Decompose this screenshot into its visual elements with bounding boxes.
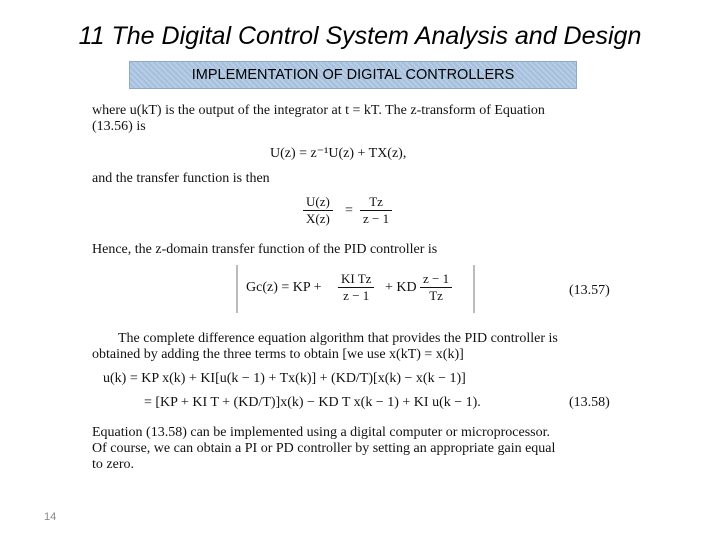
- difference-equation-line1: u(k) = KP x(k) + KI[u(k − 1) + Tx(k)] + (KD/T)[x(k) − x(k − 1)]: [103, 371, 466, 386]
- text-line: obtained by adding the three terms to obtain [we use x(kT) = x(k)]: [92, 347, 464, 362]
- text-line: Equation (13.58) can be implemented using a digital computer or microprocessor.: [92, 425, 550, 440]
- equation-uz: U(z) = z⁻¹U(z) + TX(z),: [270, 146, 407, 161]
- pid-derivative-fraction: [420, 271, 452, 304]
- text-line: The complete difference equation algorithm that provides the PID controller is: [118, 331, 558, 346]
- pid-integral-fraction: [338, 271, 374, 304]
- fraction-denominator: z − 1: [360, 210, 392, 227]
- pid-mid: + KD: [385, 280, 417, 295]
- transfer-fraction-lhs: [303, 194, 333, 227]
- fraction-numerator: z − 1: [423, 271, 450, 286]
- fraction-denominator: Tz: [420, 287, 452, 304]
- banner-label: IMPLEMENTATION OF DIGITAL CONTROLLERS: [191, 67, 515, 83]
- fraction-denominator: X(z): [303, 210, 333, 227]
- fraction-numerator: Tz: [369, 194, 383, 209]
- pid-lhs: Gc(z) = KP +: [246, 280, 322, 295]
- text-line: Of course, we can obtain a PI or PD controller by setting an appropriate gain equal: [92, 441, 556, 456]
- transfer-fraction-rhs: [360, 194, 392, 227]
- equation-number: (13.58): [569, 395, 610, 410]
- fraction-numerator: U(z): [306, 194, 330, 209]
- equals-sign: =: [345, 203, 353, 218]
- fraction-denominator: z − 1: [338, 287, 374, 304]
- equation-number: (13.57): [569, 283, 610, 298]
- text-line: to zero.: [92, 457, 134, 472]
- text-line: and the transfer function is then: [92, 171, 270, 186]
- slide-number: 14: [44, 511, 57, 523]
- text-line: where u(kT) is the output of the integrator at t = kT. The z-transform of Equation: [92, 103, 545, 118]
- fraction-numerator: KI Tz: [341, 271, 372, 286]
- text-line: (13.56) is: [92, 119, 146, 134]
- slide-title: 11 The Digital Control System Analysis and Design: [78, 22, 642, 50]
- difference-equation-line2: = [KP + KI T + (KD/T)]x(k) − KD T x(k − 1) + KI u(k − 1).: [144, 395, 481, 410]
- text-line: Hence, the z-domain transfer function of the PID controller is: [92, 242, 438, 257]
